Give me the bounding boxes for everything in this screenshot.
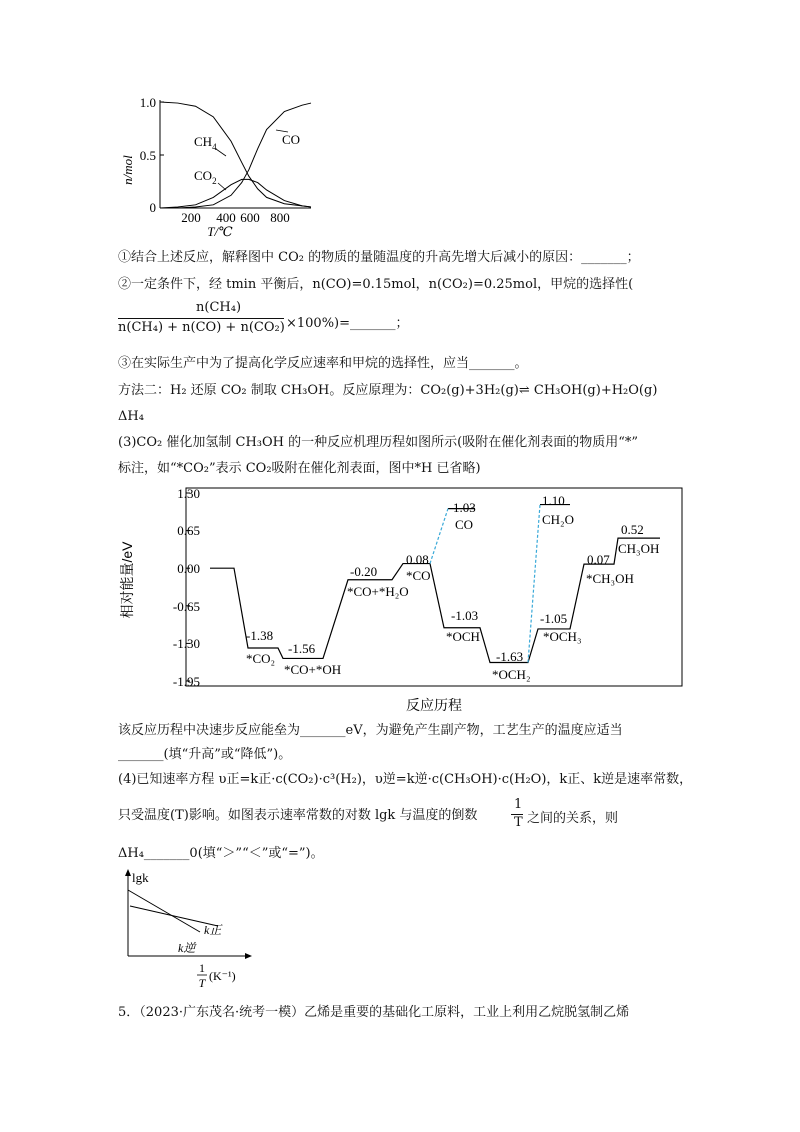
y-tick: 0 (149, 200, 156, 215)
species-label: CH₃OH (618, 541, 660, 556)
species-label: CH₂O (542, 512, 574, 527)
x-axis-label: 反应历程 (406, 697, 462, 713)
k-forward-label: k正 (204, 923, 222, 937)
y-tick: -1.30 (172, 636, 200, 651)
x-label-den: T (198, 976, 206, 990)
label-co: CO (282, 132, 301, 147)
energy-label: -1.05 (540, 611, 568, 626)
y-axis-label: n/mol (120, 155, 135, 185)
x-label-num: 1 (199, 961, 205, 975)
label-ch4: $CH_4$ (194, 134, 217, 152)
method-2: 方法二：H₂ 还原 CO₂ 制取 CH₃OH。反应原理为：CO₂(g)+3H₂(g)⇌ CH₃OH(g)+H₂O(g) (118, 383, 658, 398)
species-label: *CO+*OH (284, 662, 342, 677)
y-tick: -1.95 (172, 674, 200, 689)
question-3: ③在实际生产中为了提高化学反应速率和甲烷的选择性，应当_______。 (118, 356, 528, 371)
y-tick: -0.65 (172, 599, 200, 614)
y-tick: 1.30 (177, 486, 200, 501)
x-axis-label: T/℃ (207, 224, 233, 239)
energy-label: 0.52 (621, 522, 644, 537)
selectivity-numerator: n(CH₄) (196, 300, 242, 315)
part-3-line-3: 该反应历程中决速步反应能垒为_______eV，为避免产生副产物，工艺生产的温度应适当 (118, 723, 623, 738)
energy-label: -1.03 (451, 608, 479, 623)
question-1: ①结合上述反应，解释图中 CO₂ 的物质的量随温度的升高先增大后减小的原因：_______； (118, 250, 640, 265)
series-ch4 (160, 102, 311, 207)
part-3-line-1: (3)CO₂ 催化加氢制 CH₃OH 的一种反应机理历程如图所示(吸附在催化剂表面的物质用“*” (118, 435, 638, 450)
side-product-branch (528, 505, 540, 663)
question-2: ②一定条件下，经 tmin 平衡后，n(CO)=0.15mol，n(CO₂)=0.25mol，甲烷的选择性( (118, 277, 634, 292)
reciprocal-num: 1 (514, 797, 523, 812)
species-label: *OCH (446, 629, 480, 644)
species-label: *CO₂ (246, 651, 276, 666)
side-product-branch (430, 509, 448, 564)
energy-label: 0.08 (406, 552, 429, 567)
energy-profile-chart (118, 480, 688, 720)
energy-label: 0.07 (587, 552, 610, 567)
x-tick: 600 (240, 210, 260, 225)
reciprocal-den: T (514, 815, 523, 830)
x-tick: 800 (270, 210, 290, 225)
species-label: *OCH₂ (492, 667, 531, 682)
species-label: *OCH₃ (543, 629, 582, 644)
species-label: *CH₃OH (586, 571, 634, 586)
k-forward-line (128, 890, 200, 932)
selectivity-denominator: n(CH₄) + n(CO) + n(CO₂) (118, 320, 285, 335)
y-tick: 0.65 (177, 523, 200, 538)
x-tick: 200 (181, 210, 201, 225)
energy-label: 1.10 (542, 493, 565, 508)
species-label: *CO (406, 568, 431, 583)
energy-label: -1.63 (496, 649, 524, 664)
y-tick: 0.5 (139, 148, 156, 163)
k-reverse-label: k逆 (178, 941, 196, 955)
y-tick: 1.0 (139, 95, 156, 110)
y-axis-label: 相对能量/eV (119, 541, 135, 619)
delta-h4: ΔH₄ (118, 409, 144, 424)
energy-label: -0.20 (350, 564, 378, 579)
x-label-unit: (K⁻¹) (209, 969, 236, 983)
part-4-line-2-tail: 之间的关系，则 (527, 811, 619, 826)
energy-label: 1.03 (453, 500, 476, 515)
x-tick: 400 (216, 210, 236, 225)
label-co2: $CO_2$ (194, 168, 217, 186)
part-4-line-3: ΔH₄_______0(填“＞”“＜”或“=”)。 (118, 846, 324, 861)
fraction-bar (118, 318, 284, 319)
part-3-line-2: 标注，如“*CO₂”表示 CO₂吸附在催化剂表面，图中*H 已省略) (118, 461, 481, 476)
y-tick: 0.00 (177, 561, 200, 576)
selectivity-tail: ×100%)=_______； (286, 316, 409, 331)
part-4-line-1: (4)已知速率方程 υ正=k正·c(CO₂)·c³(H₂)，υ逆=k逆·c(CH₃OH)·c(H₂O)，k正、k逆是速率常数， (118, 772, 693, 787)
species-label: CO (455, 517, 474, 532)
series-co2 (160, 179, 311, 208)
y-axis-label: lgk (132, 870, 149, 885)
lgk-chart (118, 866, 258, 990)
energy-label: -1.38 (246, 628, 274, 643)
part-4-line-2: 只受温度(T)影响。如图表示速率常数的对数 lgk 与温度的倒数 (118, 808, 478, 823)
question-5: 5．（2023·广东茂名·统考一模）乙烯是重要的基础化工原料，工业上利用乙烷脱氢制乙烯 (118, 1005, 630, 1020)
chart-n-vs-t (118, 90, 318, 240)
part-3-line-4: _______(填“升高”或“降低”)。 (118, 747, 292, 762)
species-label: *CO+*H₂O (347, 584, 409, 599)
energy-label: -1.56 (288, 641, 316, 656)
series-co (160, 103, 311, 208)
